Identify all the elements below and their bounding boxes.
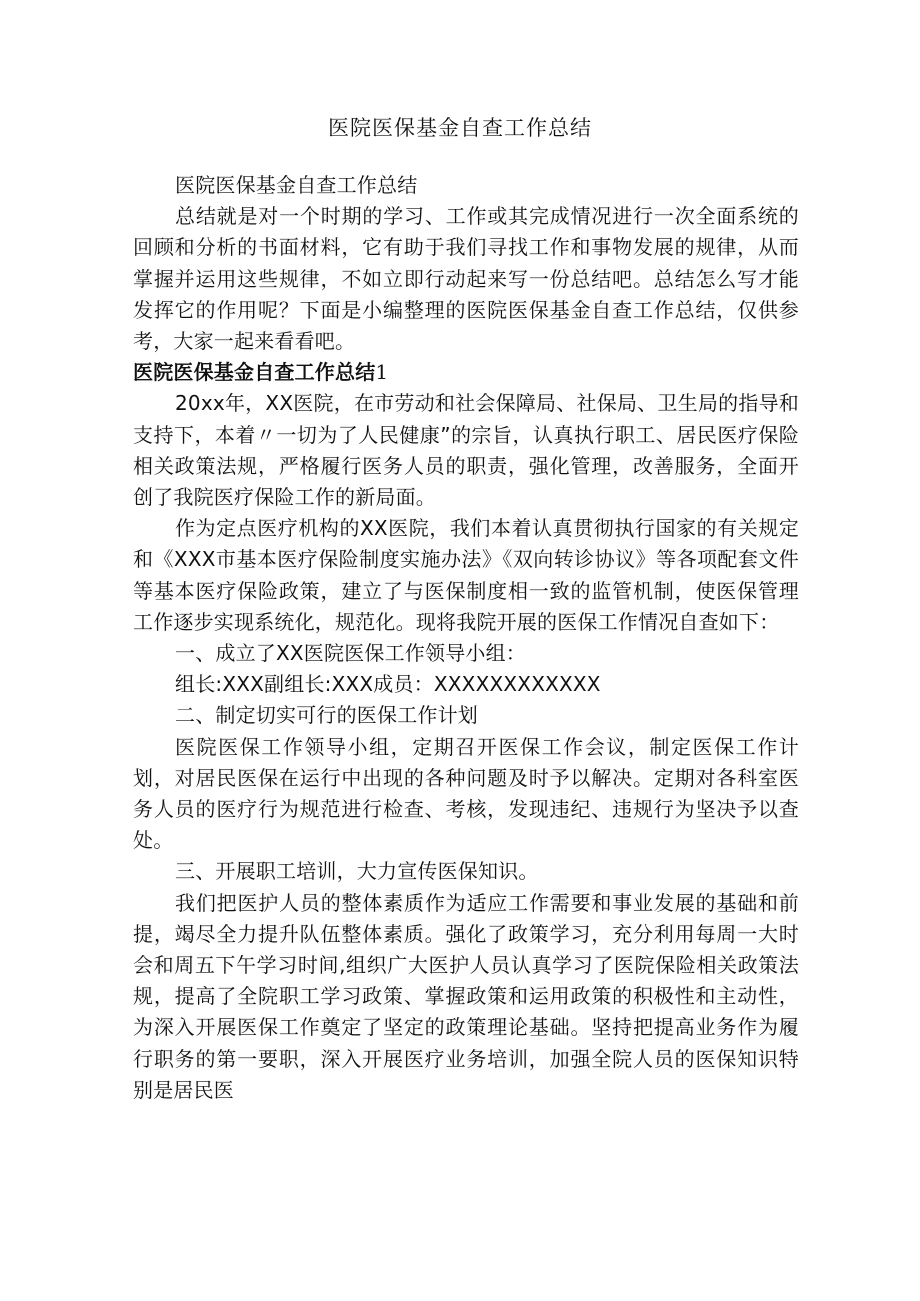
section-heading bbox=[133, 357, 799, 388]
document-body bbox=[133, 170, 799, 1106]
paragraph-overview: 作为定点医疗机构的XX医院，我们本着认真贯彻执行国家的有关规定和《XXX市基本医疗保险制度实施办法》《双向转诊协议》等各项配套文件等基本医疗保险政策，建立了与医保制度相一致的监管机制，使医保管理工作逐步实现系统化，规范化。现将我院开展的医保工作情况自查如下： bbox=[133, 516, 799, 634]
item-leadership-group: 一、成立了XX医院医保工作领导小组： bbox=[175, 641, 527, 666]
document-title: 医院医保基金自查工作总结 bbox=[328, 116, 592, 140]
section-heading-number: 1 bbox=[375, 360, 389, 385]
intro-paragraph: 总结就是对一个时期的学习、工作或其完成情况进行一次全面系统的回顾和分析的书面材料，它有助于我们寻找工作和事物发展的规律，从而掌握并运用这些规律，不如立即行动起来写一份总结吧。总结怎么写才能发挥它的作用呢？下面是小编整理的医院医保基金自查工作总结，仅供参考，大家一起来看看吧。 bbox=[133, 204, 799, 354]
paragraph-training: 我们把医护人员的整体素质作为适应工作需要和事业发展的基础和前提，竭尽全力提升队伍整体素质。强化了政策学习，充分利用每周一大时会和周五下午学习时间,组织广大医护人员认真学习了医院保险相关政策法规，提高了全院职工学习政策、掌握政策和运用政策的积极性和主动性，为深入开展医保工作奠定了坚定的政策理论基础。坚持把提高业务作为履行职务的第一要职，深入开展医疗业务培训，加强全院人员的医保知识特别是居民医 bbox=[133, 890, 799, 1102]
item-work-plan: 二、制定切实可行的医保工作计划 bbox=[175, 703, 478, 728]
members-line: 组长:XXX副组长:XXX成员：XXXXXXXXXXXX bbox=[175, 672, 601, 697]
subtitle-paragraph: 医院医保基金自查工作总结 bbox=[175, 173, 418, 197]
item-training: 三、开展职工培训，大力宣传医保知识。 bbox=[175, 859, 539, 884]
paragraph-work-plan: 医院医保工作领导小组，定期召开医保工作会议，制定医保工作计划，对居民医保在运行中出现的各种问题及时予以解决。定期对各科室医务人员的医疗行为规范进行检查、考核，发现违纪、违规行为坚决予以查处。 bbox=[133, 734, 799, 853]
section-heading-text: 医院医保基金自查工作总结 bbox=[133, 360, 376, 385]
paragraph-background: 20xx年，XX医院，在市劳动和社会保障局、社保局、卫生局的指导和支持下，本着〃一切为了人民健康”的宗旨，认真执行职工、居民医疗保险相关政策法规，严格履行医务人员的职责，强化管理，改善服务，全面开创了我院医疗保险工作的新局面。 bbox=[133, 391, 799, 510]
